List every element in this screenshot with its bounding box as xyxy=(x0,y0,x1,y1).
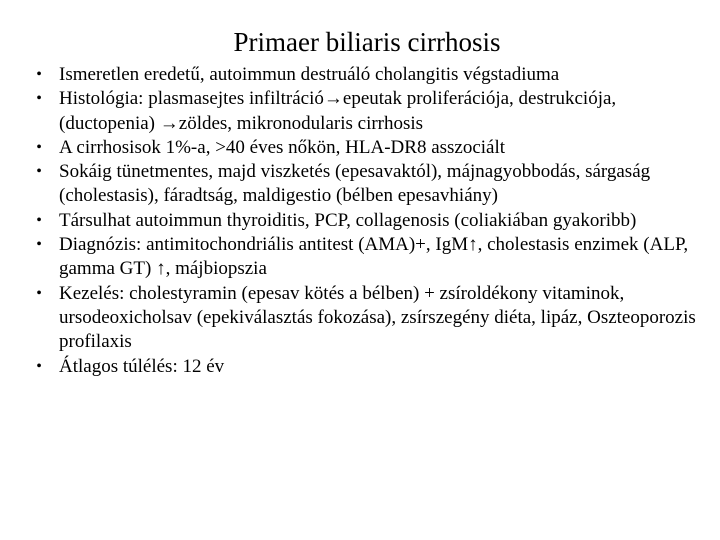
bullet-icon: • xyxy=(36,357,42,375)
bullet-item-etiology xyxy=(32,63,702,87)
bullet-item-treatment xyxy=(32,282,702,355)
bullet-item-associations xyxy=(32,209,702,233)
bullet-icon: • xyxy=(36,163,42,181)
bullet-item-histology xyxy=(32,87,702,136)
bullet-item-symptoms xyxy=(32,160,702,209)
bullet-text: Ismeretlen eredetű, autoimmun destruáló cholangitis végstadiuma xyxy=(59,64,560,85)
bullet-icon: • xyxy=(36,138,42,156)
bullet-text: Átlagos túlélés: 12 év xyxy=(59,355,225,377)
bullet-text: Histológia: plasmasejtes infiltráció→epeutak proliferációja, destrukciója, (ductopenia) →zöldes, mikronodularis cirrhosis xyxy=(59,88,617,134)
bullet-icon: • xyxy=(36,236,42,254)
bullet-list xyxy=(32,63,702,379)
bullet-text: Sokáig tünetmentes, majd viszketés (epesavaktól), májnagyobbodás, sárgaság (cholestasis), fáradtság, maldigestio (bélben epesavhiány) xyxy=(59,161,651,207)
bullet-item-diagnosis xyxy=(32,233,702,282)
bullet-text: Diagnózis: antimitochondriális antitest (AMA)+, IgM↑, cholestasis enzimek (ALP, gamma GT) ↑, májbiopszia xyxy=(59,234,689,280)
bullet-text: Kezelés: cholestyramin (epesav kötés a bélben) + zsíroldékony vitaminok, ursodeoxicholsav (epekiválasztás fokozása), zsírszegény diéta, lipáz, Oszteoporozis profilaxis xyxy=(59,282,696,353)
bullet-icon: • xyxy=(36,211,42,229)
bullet-icon: • xyxy=(36,284,42,302)
slide-title: Primaer biliaris cirrhosis xyxy=(233,27,501,57)
bullet-icon: • xyxy=(36,66,42,83)
bullet-icon: • xyxy=(36,90,42,108)
bullet-item-epidemiology xyxy=(32,136,702,160)
bullet-text: A cirrhosisok 1%-a, >40 éves nőkön, HLA-DR8 asszociált xyxy=(59,136,506,158)
bullet-text: Társulhat autoimmun thyroiditis, PCP, collagenosis (coliakiában gyakoribb) xyxy=(59,209,637,231)
bullet-item-survival xyxy=(32,355,702,379)
